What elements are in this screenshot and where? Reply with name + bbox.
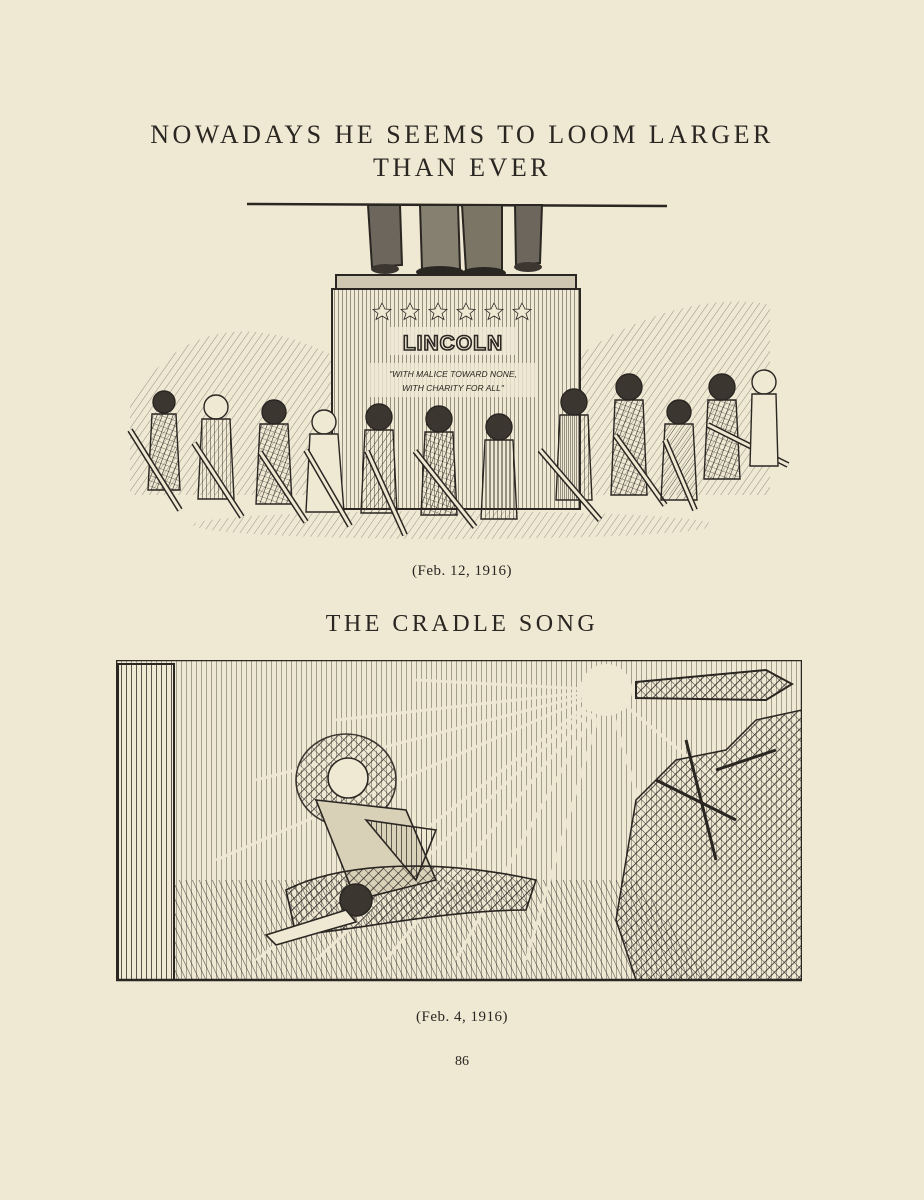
plinth-name: LINCOLN bbox=[402, 332, 504, 355]
lincoln-statue-cartoon bbox=[110, 195, 790, 555]
cartoon-title-cradle-song: THE CRADLE SONG bbox=[325, 611, 599, 637]
cartoon-title-lincoln bbox=[0, 118, 924, 184]
door bbox=[118, 664, 174, 980]
caption-cradle-song: (Feb. 4, 1916) bbox=[416, 1009, 508, 1025]
inscription-line-1: "WITH MALICE TOWARD NONE, bbox=[389, 369, 517, 379]
caption-lincoln: (Feb. 12, 1916) bbox=[412, 563, 512, 579]
statue-legs bbox=[368, 205, 542, 279]
title-line-2: THAN EVER bbox=[372, 153, 552, 182]
page-number: 86 bbox=[455, 1054, 469, 1069]
inscription-line-2: WITH CHARITY FOR ALL" bbox=[402, 383, 504, 393]
title-line-1: NOWADAYS HE SEEMS TO LOOM LARGER bbox=[150, 120, 774, 149]
cradle-song-cartoon bbox=[116, 660, 802, 990]
